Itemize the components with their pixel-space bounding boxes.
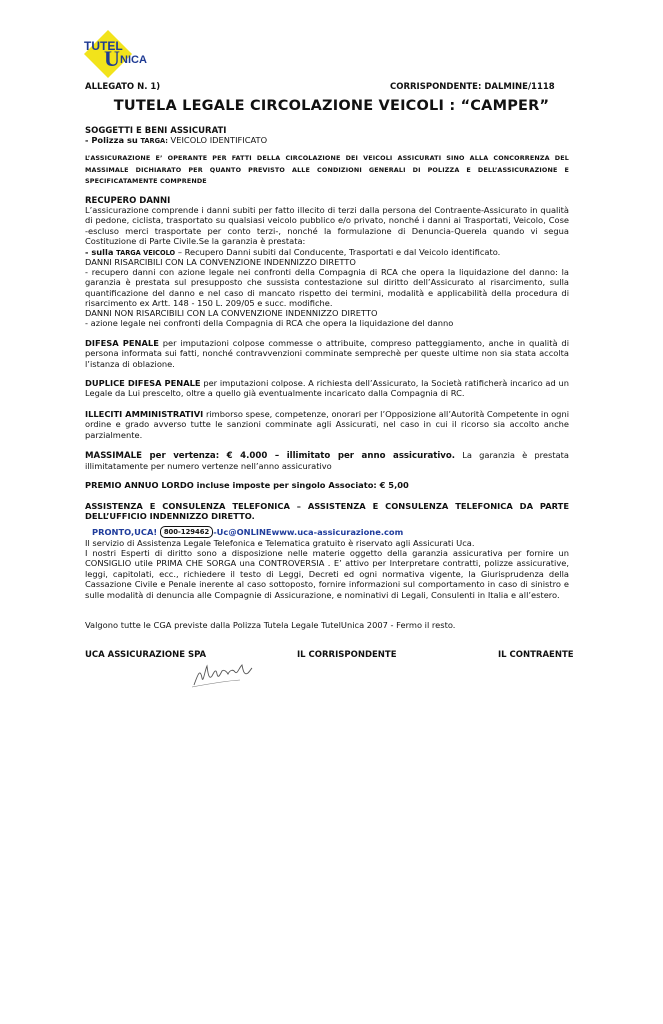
signature-company: UCA ASSICURAZIONE SPA [85, 650, 207, 660]
policy-line [85, 135, 267, 146]
nonrecoverable-heading: DANNI NON RISARCIBILI CON LA CONVENZIONE INDENNIZZO DIRETTO [85, 308, 378, 318]
premio-line: PREMIO ANNUO LORDO incluse imposte per singolo Associato: € 5,00 [85, 480, 409, 490]
recoverable-text: - recupero danni con azione legale nei confronti della Compagnia di RCA che opera la liquidazione del danno: la garanzia è prestata sul presupposto che sussista contestazione sul diritto dell’Assicurato al risarcimento, sulla quantificazione del danno e nel caso di mancato rispetto dei termini, modalità e applicabilità della procedura di risarcimento ex Artt. 148 - 150 L. 209/05 e succ. modifiche. [85, 267, 569, 309]
online-link[interactable]: -Uc@ONLINEwww.uca-assicurazione.com [213, 527, 404, 537]
cga-note: Valgono tutte le CGA previste dalla Polizza Tutela Legale TutelUnica 2007 - Fermo il resto. [85, 620, 456, 630]
operating-note: L’ASSICURAZIONE E’ OPERANTE PER FATTI DELLA CIRCOLAZIONE DEI VEICOLI ASSICURATI SINO ALLA CONCORRENZA DEL MASSIMALE DICHIARATO PER QUANTO PREVISTO ALLE CONDIZIONI GENERALI DI POLIZZA E DELL’ASSICURAZIONE E SPECIFICATAMENTE COMPRENDE [85, 154, 569, 185]
correspondent-label: CORRISPONDENTE: DALMINE/1118 [390, 82, 555, 92]
assistenza-body: I nostri Esperti di diritto sono a disposizione nelle materie oggetto della garanzia assicurativa per fornire un CONSIGLIO utile PRIMA CHE SORGA una CONTROVERSIA . E’ attivo per Interpretare contratti, polizze assicurative, leggi, capitolati, ecc., richiedere il testo di Leggi, Decreti ed ogni normativa vigente, la Giurisprudenza della Cassazione Civile e Penale inerente al caso sottoposto, fornire informazioni sul comportamento in caso di sinistro e sulle modalità di denuncia alle Compagnie di Assicurazione, e nominativi di Legali, Consulenti in Italia e all’estero. [85, 548, 569, 600]
phone-number-badge: 800-129462 [160, 526, 213, 538]
illeciti-text: rimborso spese, competenze, onorari per l’Opposizione all’Autorità Competente in ogni ordine e grado avverso tutte le sanzioni comminate agli Assicurati, nel caso in cui il ricorso sia accolto anche parzialmente. [85, 409, 570, 440]
logo-text-tutel: TUTEL [84, 39, 123, 53]
illeciti-paragraph [85, 409, 569, 440]
duplice-difesa-text: per imputazioni colpose. A richiesta dell’Assicurato, la Società ratificherà incarico ad un Legale da Lui prescelto, oltre a quello già eventualmente incaricato dalla Compagnia di RC. [85, 378, 569, 399]
signature-correspondent: IL CORRISPONDENTE [297, 650, 397, 660]
logo-text-nica: NICA [120, 54, 147, 66]
massimale-label: MASSIMALE per vertenza: € 4.000 – illimitato per anno assicurativo. [85, 451, 456, 461]
recupero-intro: L’assicurazione comprende i danni subiti per fatto illecito di terzi dalla persona del Contraente-Assicurato in qualità di pedone, ciclista, trasportato su qualsiasi veicolo pubblico e/o privato, nonché i danni ai Trasportati, Veicolo, Cose -escluso merci trasportate per conto terzi-, nonché la formulazione di Denuncia-Querela quando vi segua Costituzione di Parte Civile.Se la garanzia è prestata: [85, 205, 569, 247]
assistenza-heading: ASSISTENZA E CONSULENZA TELEFONICA – ASSISTENZA E CONSULENZA TELEFONICA DA PARTE DELL’UFFICIO INDENNIZZO DIRETTO. [85, 501, 569, 522]
document-title: TUTELA LEGALE CIRCOLAZIONE VEICOLI : “CAMPER” [113, 98, 550, 114]
signature-contractor: IL CONTRAENTE [498, 650, 574, 660]
massimale-paragraph [85, 450, 569, 472]
targa-label: TARGA VEICOLO [116, 249, 176, 257]
recupero-heading: RECUPERO DANNI [85, 196, 171, 206]
logo-text-u: U [104, 46, 120, 71]
duplice-difesa-label: DUPLICE DIFESA PENALE [85, 378, 201, 388]
targa-text: – Recupero Danni subiti dal Conducente, Trasportati e dal Veicolo identificato. [177, 247, 501, 257]
illeciti-label: ILLECITI AMMINISTRATIVI [85, 409, 204, 419]
duplice-difesa-paragraph [85, 378, 569, 399]
nonrecoverable-text: - azione legale nei confronti della Compagnia di RCA che opera la liquidazione del danno [85, 318, 454, 328]
policy-prefix: - Polizza su [85, 135, 138, 145]
difesa-penale-text: per imputazioni colpose commesse o attribuite, compreso patteggiamento, anche in qualità di persona informata sui fatti, nonché contravvenzioni comminate semprechè per queste ultime non sia stata accolta l’istanza di oblazione. [85, 338, 569, 369]
targa-prefix: - sulla [85, 247, 114, 257]
recoverable-heading: DANNI RISARCIBILI CON LA CONVENZIONE INDENNIZZO DIRETTO [85, 257, 356, 267]
massimale-text: La garanzia è prestata illimitatamente per numero vertenze nell’anno assicurativo [85, 450, 570, 472]
pronto-line [92, 526, 403, 538]
difesa-penale-label: DIFESA PENALE [85, 338, 159, 348]
assistenza-line1: Il servizio di Assistenza Legale Telefonica e Telematica gratuito è riservato agli Assicurati Uca. [85, 538, 475, 548]
handwritten-signature [190, 660, 255, 688]
policy-small-label: TARGA: [140, 137, 168, 145]
tutelunica-logo [84, 30, 156, 80]
difesa-penale-paragraph [85, 338, 569, 369]
policy-value: VEICOLO IDENTIFICATO [170, 135, 268, 145]
pronto-uca-label: PRONTO,UCA! [92, 527, 158, 537]
insured-heading: SOGGETTI E BENI ASSICURATI [85, 126, 227, 136]
attachment-label: ALLEGATO N. 1) [85, 82, 161, 92]
